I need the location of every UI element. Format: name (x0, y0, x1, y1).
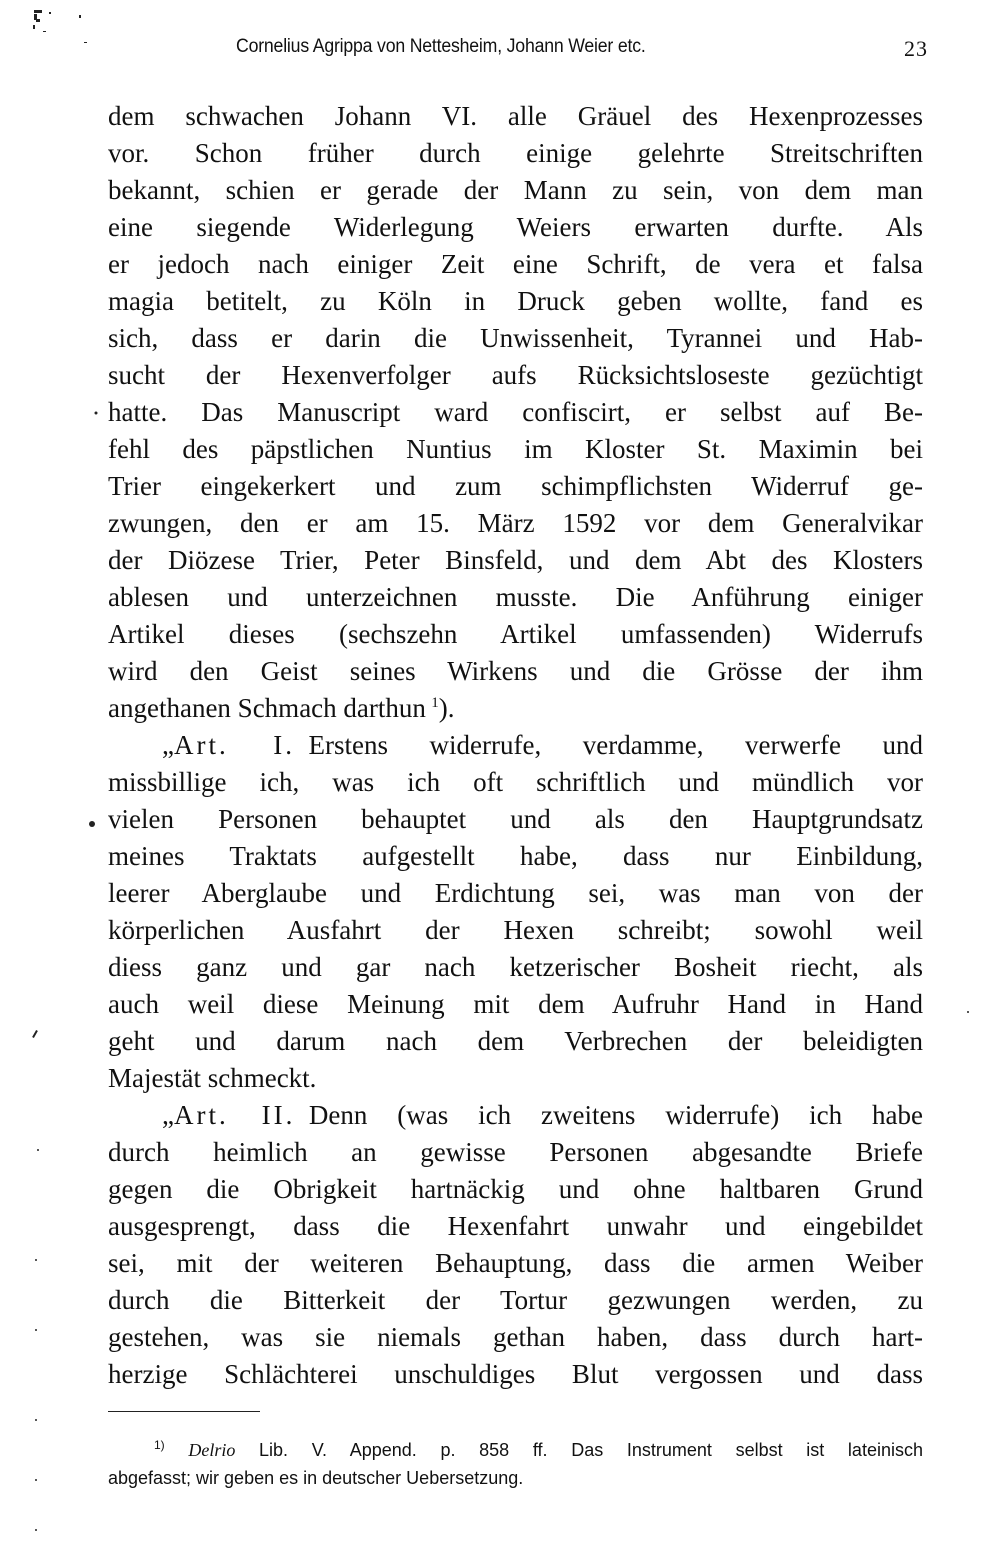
paragraph-intro (108, 98, 923, 727)
article-label: Art. II. (173, 1100, 296, 1130)
footnotes (108, 1436, 923, 1492)
text-line: fehl des päpstlichen Nuntius im Kloster St. Maximin bei (108, 434, 923, 464)
footnote-line: abgefasst; wir geben es in deutscher Uebersetzung. (108, 1468, 524, 1488)
text-line: vor. Schon früher durch einige gelehrte Streitschriften (108, 138, 923, 168)
footnote-author: Delrio (188, 1440, 236, 1460)
text-line: der Diözese Trier, Peter Binsfeld, und dem Abt des Klosters (108, 545, 923, 575)
scan-speck (35, 1479, 37, 1481)
text-line: hatte. Das Manuscript ward confiscirt, er selbst auf Be- (108, 397, 923, 427)
scan-speck (84, 42, 87, 43)
paragraph-article-1 (108, 727, 923, 1097)
footnote-1 (108, 1436, 923, 1492)
text-line: eine siegende Widerlegung Weiers erwarten durfte. Als (108, 212, 923, 242)
scan-speck (36, 19, 40, 22)
paragraph-article-2 (108, 1097, 923, 1393)
scan-speck (32, 1030, 38, 1038)
scan-speck (95, 412, 98, 415)
text-line: „Art. I. Erstens widerrufe, verdamme, verwerfe und (162, 730, 923, 760)
text-line: ablesen und unterzeichnen musste. Die Anführung einiger (108, 582, 923, 612)
text-line: bekannt, schien er gerade der Mann zu sein, von dem man (108, 175, 923, 205)
text-line: angethanen Schmach darthun $^1$). (108, 693, 455, 723)
text-line: durch heimlich an gewisse Personen abgesandte Briefe (108, 1137, 923, 1167)
scan-speck (43, 31, 46, 32)
text-line: herzige Schlächterei unschuldiges Blut vergossen und dass (108, 1359, 923, 1389)
text-line: vielen Personen behauptet und als den Hauptgrundsatz (108, 804, 923, 834)
text-line: gestehen, was sie niemals gethan haben, dass durch hart- (108, 1322, 923, 1352)
text-line: sucht der Hexenverfolger aufs Rücksichtsloseste gezüchtigt (108, 360, 923, 390)
text-line: Majestät schmeckt. (108, 1063, 317, 1093)
running-title: Cornelius Agrippa von Nettesheim, Johann Weier etc. (236, 36, 646, 57)
text-line: zwungen, den er am 15. März 1592 vor dem Generalvikar (108, 508, 923, 538)
scan-speck (35, 1419, 37, 1421)
page-number: 23 (904, 36, 928, 61)
text-line: Artikel dieses (sechszehn Artikel umfassenden) Widerrufs (108, 619, 923, 649)
text-line: meines Traktats aufgestellt habe, dass nur Einbildung, (108, 841, 923, 871)
scan-speck (967, 1011, 969, 1013)
text-line: körperlichen Ausfahrt der Hexen schreibt; sowohl weil (108, 915, 923, 945)
text-line: leerer Aberglaube und Erdichtung sei, was man von der (108, 878, 923, 908)
text-line: durch die Bitterkeit der Tortur gezwungen werden, zu (108, 1285, 923, 1315)
text-line: dem schwachen Johann VI. alle Gräuel des Hexenprozesses (108, 101, 923, 131)
scan-speck (35, 1529, 37, 1531)
text-line: er jedoch nach einiger Zeit eine Schrift, de vera et falsa (108, 249, 923, 279)
scan-speck (33, 25, 35, 29)
article-label: Art. I. (173, 730, 296, 760)
scan-speck (35, 1259, 37, 1261)
body-text (108, 98, 923, 1393)
footnote-marker: 1) (154, 1438, 165, 1452)
text-line: magia betitelt, zu Köln in Druck geben wollte, fand es (108, 286, 923, 316)
scan-speck (49, 12, 51, 14)
scan-speck (37, 1149, 39, 1151)
text-line: geht und darum nach dem Verbrechen der beleidigten (108, 1026, 923, 1056)
scan-speck (79, 15, 81, 18)
scan-speck (34, 14, 37, 20)
scan-speck (34, 10, 42, 13)
footnote-reference[interactable]: 1 (431, 695, 439, 711)
text-line: auch weil diese Meinung mit dem Aufruhr Hand in Hand (108, 989, 923, 1019)
running-head (236, 36, 928, 66)
text-line: missbillige ich, was ich oft schriftlich und mündlich vor (108, 767, 923, 797)
text-line: „Art. II. Denn (was ich zweitens widerrufe) ich habe (162, 1100, 923, 1130)
text-line: wird den Geist seines Wirkens und die Grösse der ihm (108, 656, 923, 686)
scan-speck (35, 1329, 37, 1331)
text-line: sich, dass er darin die Unwissenheit, Tyrannei und Hab- (108, 323, 923, 353)
text-line: ausgesprengt, dass die Hexenfahrt unwahr und eingebildet (108, 1211, 923, 1241)
footnote-line: $^{1)}$ Delrio Lib. V. Append. p. 858 ff. Das Instrument selbst ist lateinisch (154, 1438, 923, 1460)
scan-speck (89, 821, 95, 827)
text-line: Trier eingekerkert und zum schimpflichsten Widerruf ge- (108, 471, 923, 501)
text-line: gegen die Obrigkeit hartnäckig und ohne haltbaren Grund (108, 1174, 923, 1204)
footnote-divider (108, 1411, 260, 1412)
text-line: sei, mit der weiteren Behauptung, dass die armen Weiber (108, 1248, 923, 1278)
text-line: diess ganz und gar nach ketzerischer Bosheit riecht, als (108, 952, 923, 982)
